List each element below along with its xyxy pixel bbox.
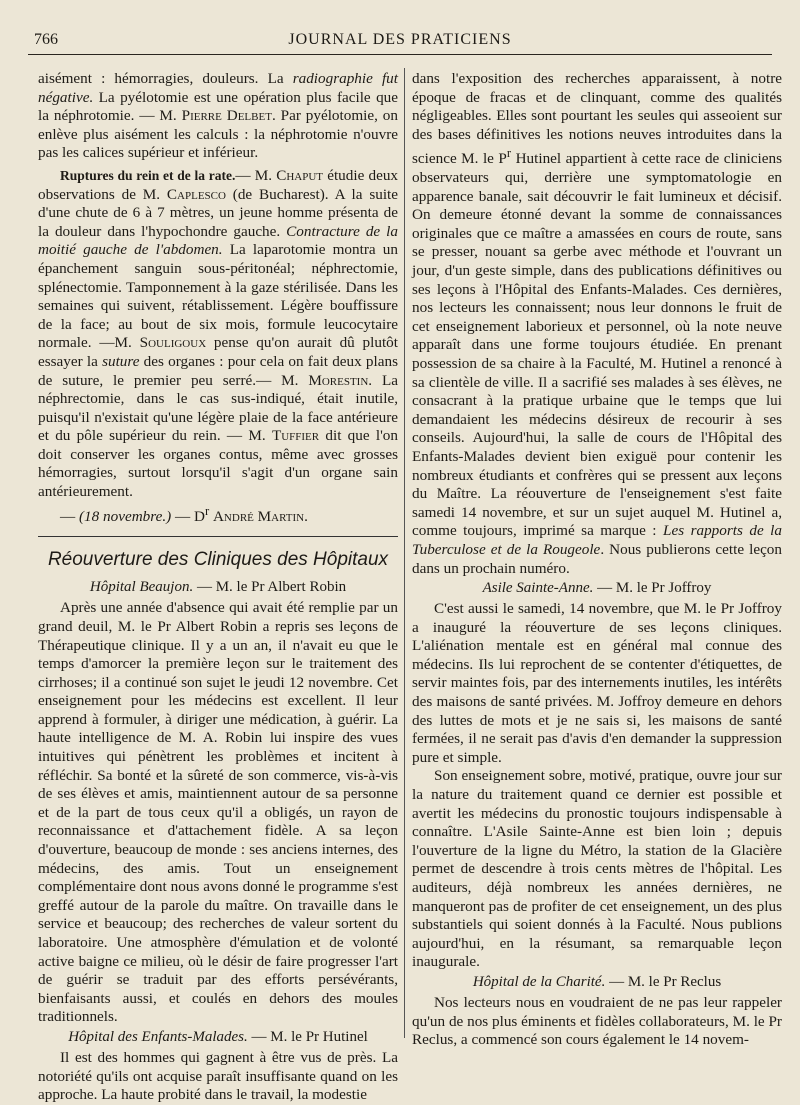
text-run: Hutinel appartient à cette race de cliniciens observateurs qui, derrière une symptomatologie en apparence banale, sait découvrir le fait lumineux et décisif. On demeure étonné devant la somme de connaissances originales que ce maître a amassées en cours de route, sans se presser, nouant sa gerbe avec méthode et l'ouvrant un jour, d'un geste simple, dans des publications définitives ou ses leçons à l'Hôpital des Enfants-Malades. Ces dernières, nos lecteurs les connaissent; nous leur donnons le fruit de cet enseignement laborieux et personnel, où la note neuve apparaît dans une forme toujours étudiée. En prenant possession de sa chaire à la Faculté, M. Hutinel a renoncé à sa clientèle de ville. Il a sacrifié ses malades à ses élèves, ne consacrant à la pratique urbaine que le temps que lui demandaient les médecins désireux de recourir à ses conseils. Aujourd'hui, la salle de cours de l'Hôpital des Enfants-Malades devient bien exiguë pour contenir les nombreux étudiants et confrères qui se pressent aux leçons du Maître. La réouverture de l'enseignement s'est faite samedi 14 novembre, et sur un sujet auquel M. Hutinel a, comme toujours, imprimé sa marque : bbox=[412, 150, 782, 540]
column-divider bbox=[404, 68, 405, 1038]
text-run: Contracture de la moitié gauche de l'abdomen. bbox=[38, 222, 398, 259]
text-run: La laparotomie montra un épanchement sanguin sous-péritonéal; néphrectomie, splénectomie. Tamponnement à la gaze stérilisée. Dans les semaines qui suivent, rétablissement. Légère bouffissure de la face; au bout de six mois, formule leucocytaire normale. —M. bbox=[38, 241, 398, 352]
text-run: Morestin bbox=[308, 371, 369, 389]
text-run: . Nous publierons cette leçon dans un prochain numéro. bbox=[412, 540, 782, 577]
paragraph: C'est aussi le samedi, 14 novembre, que M. le Pr Joffroy a inauguré la réouverture de ses leçons cliniques. L'aliénation mentale est en général mal connue des médecins. Ils lui reprochent de se contenter d'étiquettes, de servir maintes fois, par des internements inutiles, les intérêts des maisons de santé privées. M. Joffroy demeure en dehors des luttes de mots et je ne sais si, les maisons de santé fermées, il ne serait pas d'avis d'en demander la suppression pure et simple. bbox=[412, 600, 782, 766]
text-run: — bbox=[60, 507, 79, 525]
paragraph bbox=[412, 70, 782, 578]
subheading-professor: — M. le Pr Hutinel bbox=[251, 1028, 368, 1045]
subheading-professor: — M. le Pr Reclus bbox=[609, 973, 722, 990]
paragraph: Son enseignement sobre, motivé, pratique, ouvre jour sur la nature du traitement quand ce dernier est possible et avertit les médecins du pronostic toujours indispensable à connaître. L'Asile Sainte-Anne est bien loin ; depuis l'ouverture de la ligne du Métro, la station de la Glacière permet de descendre à trois cents mètres de l'hôpital. Les auditeurs, déjà nombreux les années dernières, ne manqueront pas de profiter de cet enseignement, un des plus substantiels qui soient donnés à la Faculté. Nous publions aujourd'hui, en la résumant, sa remarquable leçon inaugurale. bbox=[412, 767, 782, 971]
text-run: radiographie fut négative. bbox=[38, 70, 398, 106]
subheading bbox=[38, 1029, 398, 1046]
subheading-place: Asile Sainte-Anne. bbox=[482, 580, 594, 597]
paragraph: Après une année d'absence qui avait été remplie par un grand deuil, M. le Pr Albert Robin a repris ses leçons de Thérapeutique clinique. Il y a un an, il n'avait eu que le temps d'amorcer la première leçon sur le traitement des cirrhoses; il a continué son sujet le jeudi 12 novembre. Cet enseignement pour les médecins est excellent. Il leur apprend à formuler, à diriger une médication, à guérir. La haute intelligence de M. A. Robin lui inspire des vues intuitives qui pénètrent les problèmes et incitent à réfléchir. Sa bonté et la sûreté de son commerce, vis-à-vis de ses élèves et amis, maintiennent autour de sa personne et de la part de tous ceux qu'il a obligés, un rayon de reconnaissance et d'attachement fidèle. A sa leçon d'ouverture, beaucoup de monde : ses anciens internes, des médecins, des amis. Tout un enseignement complémentaire dont nous avons donné le programme s'est greffé autour de la parole du maître. On travaille dans le service et beaucoup; des recherches de valeur sortent du laboratoire. Une atmosphère d'émulation et de volonté active baigne ce milieu, où le désir de faire progresser l'art de guérir se traduit par des efforts persévérants, bienfaisants aussi, et coulés en dehors des moules traditionnels. bbox=[38, 599, 398, 1026]
left-column bbox=[38, 70, 398, 1105]
section-title: Réouverture des Cliniques des Hôpitaux bbox=[47, 549, 389, 571]
subheading-place: Hôpital des Enfants-Malades. bbox=[68, 1028, 248, 1045]
subheading bbox=[412, 974, 782, 991]
signature-line bbox=[38, 502, 398, 527]
paragraph: Il est des hommes qui gagnent à être vus de près. La notoriété qu'ils ont acquise paraît insuffisante quand on les approche. La haute probité dans le travail, la modestie bbox=[38, 1048, 398, 1104]
text-run: Chaput bbox=[276, 166, 324, 184]
text-run: des organes : pour cela on fait deux plans de suture, le premier peu serré.— M. bbox=[38, 352, 398, 389]
subheading-professor: — M. le Pr Albert Robin bbox=[196, 579, 347, 596]
subheading-professor: — M. le Pr Joffroy bbox=[597, 580, 712, 597]
subheading bbox=[38, 579, 398, 596]
text-run: r bbox=[506, 146, 512, 161]
text-run: Pierre Delbet bbox=[181, 107, 272, 125]
text-run: Caplesco bbox=[166, 185, 226, 203]
subheading-place: Hôpital de la Charité. bbox=[472, 973, 606, 990]
text-run: — M. bbox=[235, 166, 277, 184]
text-run: Ruptures du rein et de la rate. bbox=[60, 167, 236, 183]
text-run: r bbox=[204, 503, 210, 518]
paragraph bbox=[38, 70, 398, 163]
paragraph bbox=[38, 167, 398, 502]
page-number: 766 bbox=[34, 31, 58, 48]
text-run: . La néphrectomie, dans le cas sus-indiqué, était inutile, puisqu'il n'existait qu'une légère plaie de la face antérieure et du pôle supérieur du rein. — M. bbox=[38, 371, 398, 445]
journal-title: JOURNAL DES PRATICIENS bbox=[288, 31, 512, 48]
right-column bbox=[412, 70, 782, 1050]
text-run: pense qu'on aurait dû plutôt essayer la bbox=[38, 334, 398, 370]
text-run: dit que l'on doit conserver les organes contus, même avec grosses hémorragies, surtout lorsqu'il s'agit d'un organe sain antérieurement. bbox=[38, 427, 398, 501]
subheading-place: Hôpital Beaujon. bbox=[89, 579, 194, 596]
text-run: — D bbox=[171, 507, 205, 525]
subheading bbox=[412, 580, 782, 597]
text-run: André Martin bbox=[212, 507, 305, 525]
text-run: suture bbox=[102, 352, 140, 370]
paragraph: Nos lecteurs nous en voudraient de ne pas leur rappeler qu'un de nos plus éminents et fidèles collaborateurs, M. le Pr Reclus, a commencé son cours également le 14 novem- bbox=[412, 993, 782, 1049]
text-run: Souligoux bbox=[139, 334, 207, 352]
text-run: aisément : hémorragies, douleurs. La bbox=[38, 70, 293, 87]
text-run: dans l'exposition des recherches apparaissent, à notre époque de fracas et de clinquant, comme des qualités négligeables. Elles sont pourtant les seules qui asseoient sur des bases définitives les notions neuves introduites dans la science M. le P bbox=[412, 70, 782, 168]
text-run: . bbox=[304, 507, 308, 525]
text-run: Tuffier bbox=[271, 427, 320, 445]
text-run: . Par pyélotomie, on enlève plus aisément les calculs : la néphrotomie n'ouvre pas les calices supérieur et inférieur. bbox=[38, 107, 398, 162]
running-head bbox=[28, 30, 772, 55]
text-run: étudie deux observations de M. bbox=[38, 166, 399, 203]
text-run: (de Bucharest). A la suite d'une chute de 6 à 7 mètres, un jeune homme présenta de la douleur dans l'hypochondre gauche. bbox=[38, 185, 398, 240]
text-run: Les rapports de la Tuberculose et de la Rougeole bbox=[412, 522, 782, 558]
text-run: (18 novembre.) bbox=[78, 507, 172, 525]
text-run: La pyélotomie est une opération plus facile que la néphrotomie. — M. bbox=[38, 88, 398, 125]
section-rule bbox=[38, 536, 398, 537]
